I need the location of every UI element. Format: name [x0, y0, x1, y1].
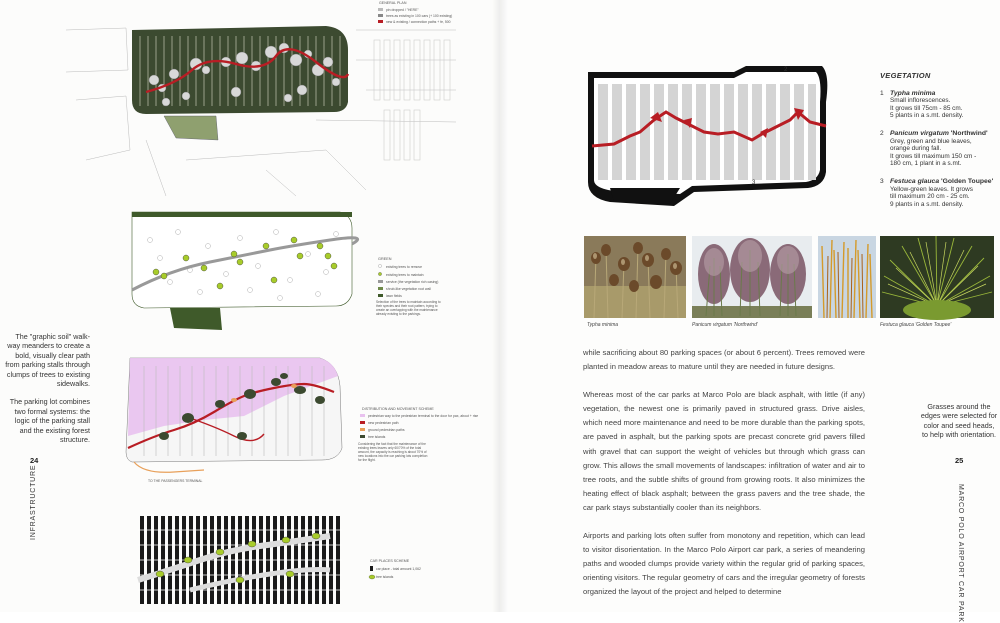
vegetation-item-line: Small inflorescences.	[890, 97, 951, 105]
distribution-legend-1: pedestrian way to the pedestrian terminal to the door for pax, about + rise	[368, 414, 479, 418]
photo-typha-minima	[584, 236, 686, 318]
caption-festuca: Festuca glauca 'Golden Toupee'	[880, 322, 952, 328]
general-plan-legend-1: pin dropped / "HERE"	[386, 8, 419, 12]
vegetation-item-line: Grey, green and blue leaves,	[890, 137, 972, 145]
green-diagram	[130, 210, 450, 340]
vegetation-item-name	[890, 130, 998, 138]
green-legend-3: service (the vegetation rich casing)	[386, 280, 439, 284]
distribution-legend-4: tree islands	[368, 435, 386, 439]
left-side-note	[4, 332, 90, 453]
vegetation-cultivar: 'Northwind'	[948, 129, 988, 137]
vegetation-title: VEGETATION	[880, 71, 931, 80]
car-places-diagram	[130, 510, 460, 610]
terminal-arrow-label: TO THE PASSENGERS TERMINAL	[148, 479, 203, 483]
vegetation-item	[880, 90, 998, 120]
vegetation-item-number: 3	[880, 177, 884, 185]
green-legend-title: GREEN	[378, 257, 392, 261]
caption-panicum: Panicum virgatum 'Northwind'	[692, 322, 758, 328]
vegetation-item-line: 9 plants in a s.mt. density.	[890, 200, 964, 208]
body-text	[583, 346, 865, 614]
distribution-legend-2: new pedestrian path	[368, 421, 399, 425]
right-side-note: Grasses around the edges were selected for color and seed heads, to help with orientation.	[920, 402, 998, 440]
distribution-note: Considering the fact that the maintenance of the existing trees leaves only 60/70% of the total amount, the capacity is reaching is about 70% of new locations into the car parking lots completion for the flight.	[358, 442, 428, 462]
vegetation-item	[880, 130, 998, 168]
vegetation-item-line: 180 cm, 1 plant in a s.mt.	[890, 160, 962, 168]
vegetation-item-line: It grows till maximum 150 cm -	[890, 152, 977, 160]
section-label-2: 2	[784, 67, 788, 73]
general-plan-legend-3: new & existing / connection paths + fe, 500	[386, 20, 451, 24]
green-note: Selection of the trees to maintain according to their species and their root pattern, trying to create an overlapping with the maintenance already existing to the parkings.	[376, 300, 441, 316]
vegetation-item-line: 5 plants in a s.mt. density.	[890, 112, 964, 120]
vegetation-item-line: It grows till 75cm - 85 cm.	[890, 104, 963, 112]
left-side-note-para-2: The parking lot combines two formal systems: the logic of the parking stall and the existing forest structure.	[9, 397, 90, 445]
vegetation-item-name	[890, 178, 998, 186]
vegetation-cultivar: 'Golden Toupee'	[939, 177, 994, 185]
green-legend-2: existing trees to maintain	[386, 273, 424, 277]
caption-typha: Typha minima	[587, 322, 619, 328]
body-paragraph-2: Whereas most of the car parks at Marco Polo are black asphalt, with little (if any) vegetation, the newest one is primarily paved in structured grass. Drive aisles, which need more maintenance and need to be more durable than the parking spots, are paved in asphalt, but the parking spots are precast concrete grid pavers filled with gravel that can support the weight of vehicles but through which grass can grow. This allows the small movements of landscapes: infiltration of water and air to tree roots, and the subtle shifts of ground from growing roots. It also minimizes the heating effect of black asphalt; between the grass pavers and the tree shade, the car park stays substantially cooler than its neighbors.	[583, 390, 865, 512]
vegetation-species: Festuca glauca	[890, 177, 940, 185]
vegetation-item-line: orange during fall.	[890, 145, 942, 153]
vegetation-item-number: 1	[880, 89, 884, 97]
car-places-legend-1: car place - total amount 1,062	[376, 567, 421, 571]
green-legend-4: shrub-like vegetation root wall	[386, 287, 431, 291]
general-plan-diagram	[66, 0, 456, 196]
vegetation-item	[880, 178, 998, 208]
body-paragraph-3: Airports and parking lots often suffer from monotony and repetition, which can lead to visitor disorientation. In the Marco Polo Airport car park, a series of meandering paths and wooded clumps provide variety within the regular grid of parking spaces, orienting visitors. The regular geometry of cars and the irregular geometry of forests organized the layout of the project and helped to determine	[583, 531, 865, 597]
vegetation-species: Panicum virgatum	[890, 129, 949, 137]
car-places-legend-title: CAR PLACES SCHEME	[370, 559, 410, 563]
left-side-note-para-1: The "graphic soil" walk-way meanders to create a bold, visually clear path from parking stalls through clumps of trees to existing sidewalks.	[5, 332, 90, 389]
running-head-right: MARCO POLO AIRPORT CAR PARK	[957, 484, 964, 623]
general-plan-legend-title: GENERAL PLAN	[379, 1, 407, 5]
page-number-right: 25	[955, 456, 964, 465]
section-label-1: 1	[660, 179, 665, 188]
book-gutter	[492, 0, 508, 612]
photo-panicum-golden	[818, 236, 876, 318]
distribution-legend-3: ground pedestrian paths	[368, 428, 405, 432]
vegetation-item-line: till maximum 20 cm - 25 cm.	[890, 193, 970, 201]
section-plan-diagram	[584, 62, 830, 212]
photo-festuca-glauca	[880, 236, 994, 318]
photo-panicum-virgatum	[692, 236, 812, 318]
distribution-legend-title: DISTRIBUTION AND MOVEMENT SCHEME	[362, 407, 434, 411]
distribution-diagram	[124, 356, 479, 496]
page-number-left: 24	[30, 456, 39, 465]
green-legend-5: lawn fields	[386, 294, 402, 298]
section-label-3: 3	[752, 180, 756, 186]
vegetation-item-name: Typha minima	[890, 89, 936, 97]
body-paragraph-1: while sacrificing about 80 parking spaces (or about 6 percent). Trees removed were planted in meadow areas to mature until they are needed in future designs.	[583, 348, 865, 372]
vegetation-list	[880, 72, 998, 218]
vegetation-item-line: Yellow-green leaves. It grows	[890, 185, 973, 193]
vegetation-item-number: 2	[880, 129, 884, 137]
green-legend-1: existing trees to remove	[386, 265, 422, 269]
running-head-left: INFRASTRUCTURE	[30, 464, 37, 540]
general-plan-legend-2: trees as existing in 100 cars (+ 100 existing)	[386, 14, 453, 18]
car-places-legend-2: tree islands	[376, 575, 394, 579]
